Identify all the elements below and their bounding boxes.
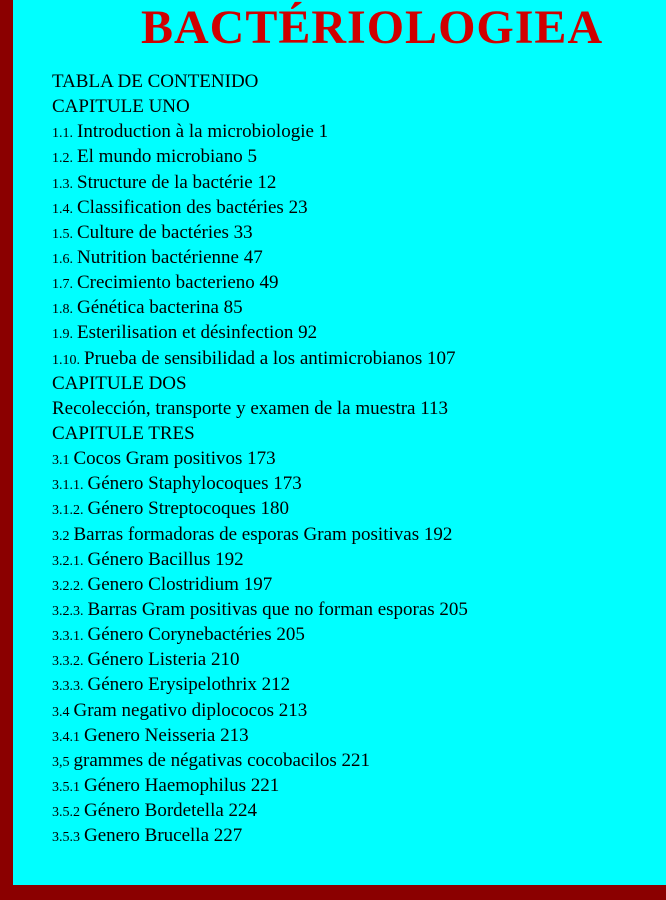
toc-entry-text: Recolección, transporte y examen de la muestra 113 xyxy=(52,397,449,419)
toc-entry-number: 1.3. xyxy=(52,176,73,192)
toc-entry-number: 1.9. xyxy=(52,327,73,343)
toc-entry-number: 3.2 xyxy=(52,528,70,544)
toc-entry-text: Género Erysipelothrix 212 xyxy=(87,674,291,696)
toc-entry xyxy=(52,572,652,597)
toc-entry-text: Crecimiento bacterieno 49 xyxy=(77,272,279,294)
toc-entry xyxy=(52,446,652,471)
toc-entry-text: Género Staphylocoques 173 xyxy=(87,473,302,495)
toc-entry-number: 1.4. xyxy=(52,201,73,217)
toc-entry-text: Culture de bactéries 33 xyxy=(77,221,253,243)
toc-entry-text: Nutrition bactérienne 47 xyxy=(77,246,263,268)
toc-entry-text: Introduction à la microbiologie 1 xyxy=(77,121,329,143)
toc-entry xyxy=(52,320,652,345)
document-page xyxy=(13,0,666,885)
toc-entry-number: 1.7. xyxy=(52,277,73,293)
toc-entry xyxy=(52,220,652,245)
toc-entry-number: 3.3.1. xyxy=(52,629,84,645)
toc-entry xyxy=(52,522,652,547)
toc-entry xyxy=(52,597,652,622)
toc-entry xyxy=(52,647,652,672)
toc-entry-text: CAPITULE TRES xyxy=(52,422,195,444)
toc-entry-text: Genero Clostridium 197 xyxy=(87,573,273,595)
toc-entry-text: CAPITULE DOS xyxy=(52,372,187,394)
toc-entry xyxy=(52,144,652,169)
toc-entry xyxy=(52,170,652,195)
toc-entry-text: Gram negativo diplococos 213 xyxy=(73,699,308,721)
toc-entry xyxy=(52,748,652,773)
toc-entry xyxy=(52,496,652,521)
toc-entry-number: 3.1.2. xyxy=(52,503,84,519)
toc-entry-text: Genero Neisseria 213 xyxy=(84,724,249,746)
toc-entry-text: El mundo microbiano 5 xyxy=(77,146,257,168)
toc-entry-number: 3.4 xyxy=(52,704,70,720)
toc-entry-number: 3.2.2. xyxy=(52,578,84,594)
toc-entry xyxy=(52,245,652,270)
toc-entry xyxy=(52,547,652,572)
toc-heading xyxy=(52,69,652,94)
toc-entry-number: 1.8. xyxy=(52,302,73,318)
toc-entry-number: 1.2. xyxy=(52,151,73,167)
toc-entry-number: 3.5.2 xyxy=(52,805,80,821)
toc-entry-text: Cocos Gram positivos 173 xyxy=(73,448,276,470)
toc-entry-number: 3.4.1 xyxy=(52,729,80,745)
toc-entry-text: Género Listeria 210 xyxy=(87,649,240,671)
toc-entry xyxy=(52,270,652,295)
toc-entry-number: 1.5. xyxy=(52,226,73,242)
toc-entry-number: 3.5.3 xyxy=(52,830,80,846)
toc-entry xyxy=(52,798,652,823)
toc-entry-text: TABLA DE CONTENIDO xyxy=(52,71,259,92)
toc-entry-number: 3.2.3. xyxy=(52,603,84,619)
toc-entry xyxy=(52,723,652,748)
toc-entry-number: 3.1.1. xyxy=(52,478,84,494)
toc-entry-number: 3,5 xyxy=(52,754,70,770)
toc-entry xyxy=(52,698,652,723)
toc-heading xyxy=(52,421,652,446)
toc-entry-text: Género Streptocoques 180 xyxy=(87,498,290,520)
toc-heading xyxy=(52,94,652,119)
toc-entry-number: 1.6. xyxy=(52,251,73,267)
toc-entry xyxy=(52,195,652,220)
toc-entry-text: Barras Gram positivas que no forman esporas 205 xyxy=(87,598,468,620)
toc-entry-text: Classification des bactéries 23 xyxy=(77,196,308,218)
document-title: BACTÉRIOLOGIEA xyxy=(141,1,604,54)
toc-entry-number: 3.5.1 xyxy=(52,779,80,795)
toc-entry-text: Género Bordetella 224 xyxy=(84,800,258,822)
toc-entry-number: 1.1. xyxy=(52,126,73,142)
toc-entry xyxy=(52,773,652,798)
toc-entry-text: Génética bacterina 85 xyxy=(77,297,243,319)
toc-entry xyxy=(52,471,652,496)
toc-entry xyxy=(52,346,652,371)
toc-entry xyxy=(52,622,652,647)
toc-entry-text: Barras formadoras de esporas Gram positivas 192 xyxy=(73,523,453,545)
toc-entry-text: Género Bacillus 192 xyxy=(87,548,244,570)
toc-entry-number: 3.2.1. xyxy=(52,553,84,569)
toc-entry xyxy=(52,119,652,144)
toc-entry xyxy=(52,295,652,320)
toc-entry-text: Género Corynebactéries 205 xyxy=(87,624,305,646)
toc-entry-text: CAPITULE UNO xyxy=(52,96,190,118)
toc-entry-text: Género Haemophilus 221 xyxy=(84,774,280,796)
toc-entry-text: Structure de la bactérie 12 xyxy=(77,171,277,193)
toc-entry-number: 3.1 xyxy=(52,453,70,469)
toc-entry-number: 3.3.3. xyxy=(52,679,84,695)
toc-entry-number: 3.3.2. xyxy=(52,654,84,670)
toc-entry-text: Genero Brucella 227 xyxy=(84,825,243,847)
toc-heading xyxy=(52,396,652,421)
toc-entry xyxy=(52,823,652,848)
toc-entry-text: Prueba de sensibilidad a los antimicrobianos 107 xyxy=(84,347,456,369)
toc-heading xyxy=(52,371,652,396)
table-of-contents xyxy=(52,69,652,848)
toc-entry-number: 1.10. xyxy=(52,352,80,368)
toc-entry xyxy=(52,672,652,697)
toc-entry-text: grammes de négativas cocobacilos 221 xyxy=(73,749,371,771)
toc-entry-text: Esterilisation et désinfection 92 xyxy=(77,322,318,344)
